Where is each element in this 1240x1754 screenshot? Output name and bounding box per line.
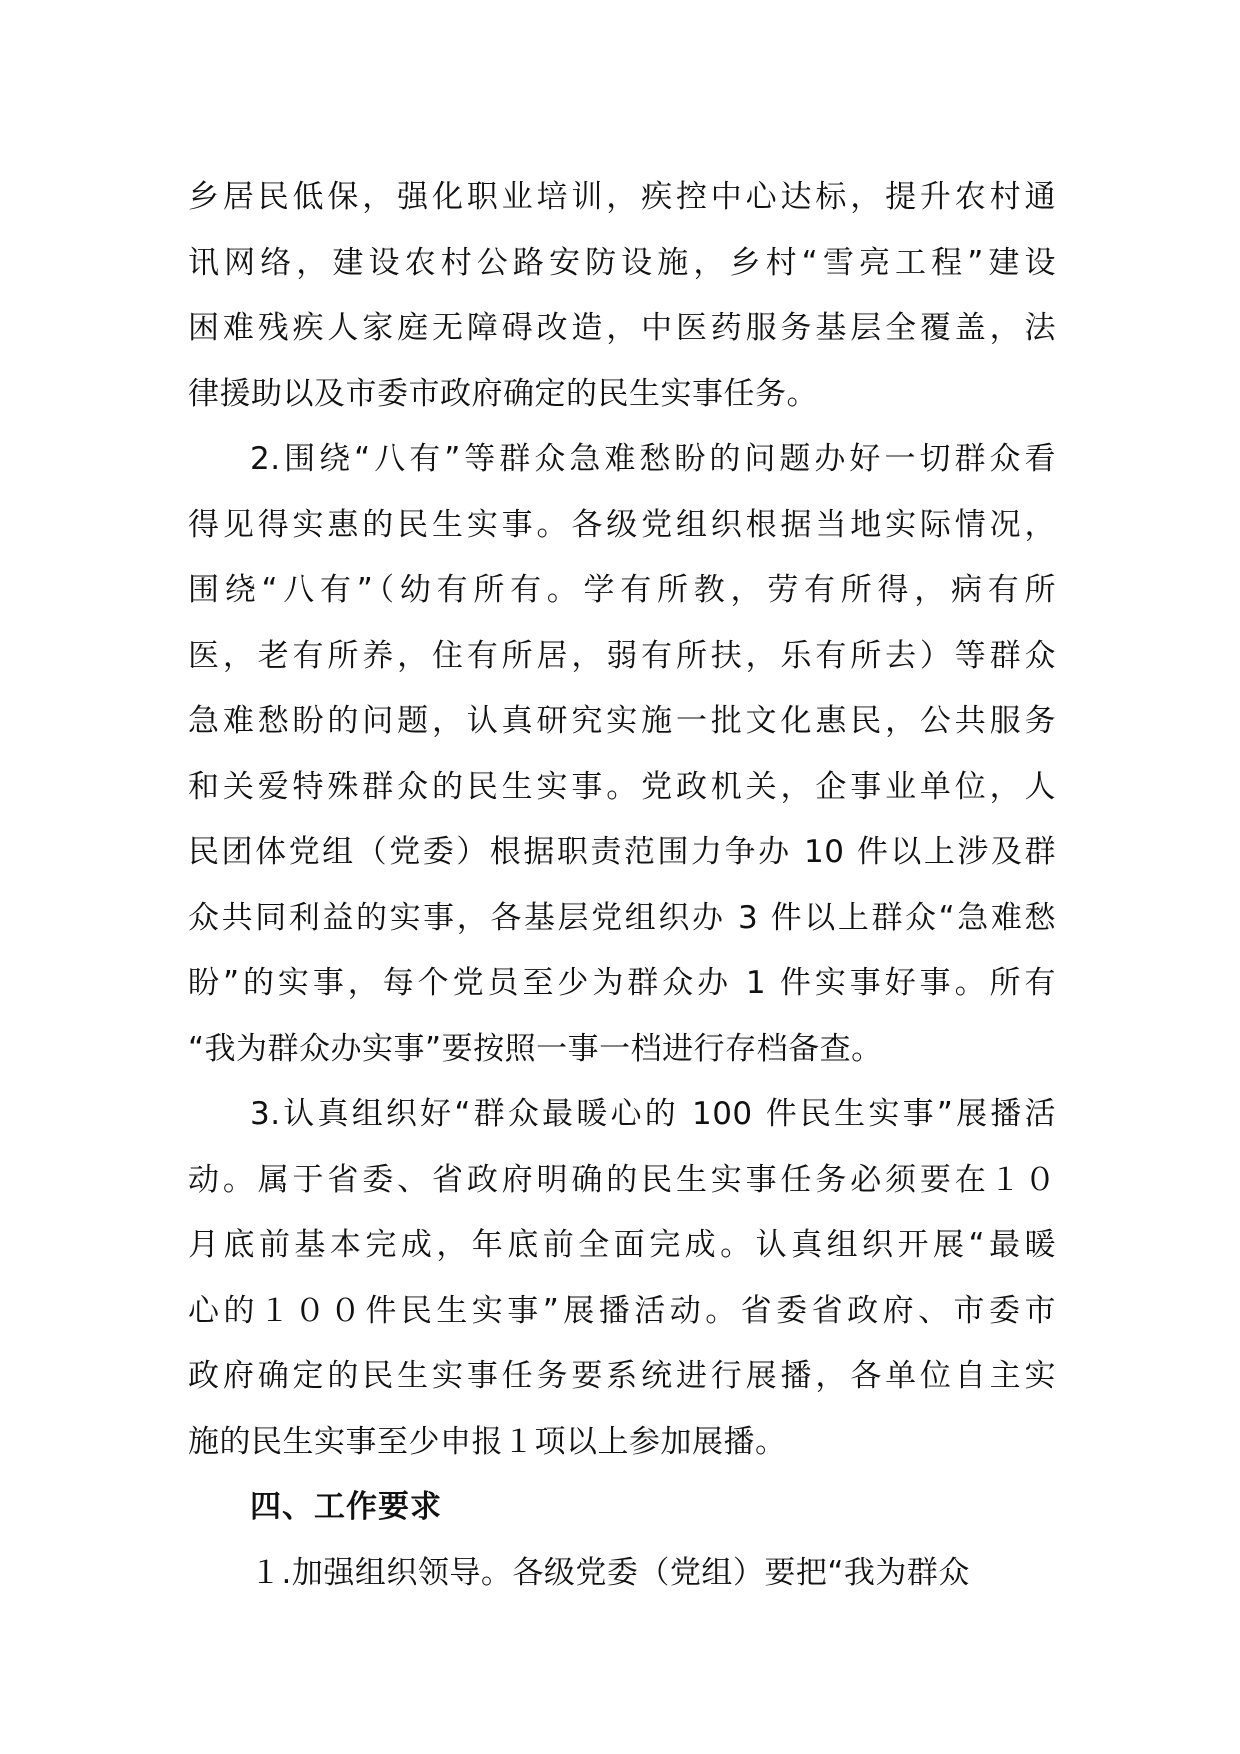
text-line: 众共同利益的实事，各基层党组织办 3 件以上群众“急难愁 <box>188 899 1056 936</box>
text-line: 乡居民低保，强化职业培训，疾控中心达标，提升农村通 <box>188 179 1056 215</box>
text-line: 律援助以及市委市政府确定的民生实事任务。 <box>188 375 818 412</box>
paragraph-3 <box>188 1082 1056 1475</box>
text-line: 心的１００件民生实事”展播活动。省委省政府、市委市 <box>188 1292 1056 1329</box>
section-heading: 四、工作要求 <box>250 1489 442 1525</box>
text-line: 2.围绕“八有”等群众急难愁盼的问题办好一切群众看 <box>250 441 1056 477</box>
text-line: 医，老有所养，住有所居，弱有所扶，乐有所去）等群众 <box>188 637 1056 674</box>
text-line: “我为群众办实事”要按照一事一档进行存档备查。 <box>188 1030 883 1067</box>
paragraph-4 <box>188 1541 1056 1607</box>
text-line: 民团体党组（党委）根据职责范围力争办 10 件以上涉及群 <box>188 834 1056 870</box>
text-line: 急难愁盼的问题，认真研究实施一批文化惠民，公共服务 <box>188 703 1056 739</box>
text-line: 月底前基本完成，年底前全面完成。认真组织开展“最暖 <box>188 1227 1056 1263</box>
text-line: 得见得实惠的民生实事。各级党组织根据当地实际情况， <box>188 506 1056 543</box>
document-body <box>188 165 1056 1606</box>
text-line: 盼”的实事，每个党员至少为群众办 1 件实事好事。所有 <box>188 965 1056 1001</box>
text-line: 政府确定的民生实事任务要系统进行展播，各单位自主实 <box>188 1358 1056 1394</box>
paragraph-2 <box>188 427 1056 1082</box>
text-line: 围绕“八有”（幼有所有。学有所教，劳有所得，病有所 <box>188 572 1056 608</box>
text-line: 困难残疾人家庭无障碍改造，中医药服务基层全覆盖，法 <box>188 310 1056 346</box>
text-line: 和关爱特殊群众的民生实事。党政机关，企事业单位，人 <box>188 768 1056 805</box>
text-line: 3.认真组织好“群众最暖心的 100 件民生实事”展播活 <box>250 1096 1056 1132</box>
text-line: 动。属于省委、省政府明确的民生实事任务必须要在１０ <box>188 1161 1056 1198</box>
text-line: １.加强组织领导。各级党委（党组）要把“我为群众 <box>250 1554 970 1591</box>
text-line: 施的民生实事至少申报１项以上参加展播。 <box>188 1423 787 1460</box>
text-line: 讯网络，建设农村公路安防设施，乡村“雪亮工程”建设 <box>188 244 1056 281</box>
paragraph-1 <box>188 165 1056 427</box>
